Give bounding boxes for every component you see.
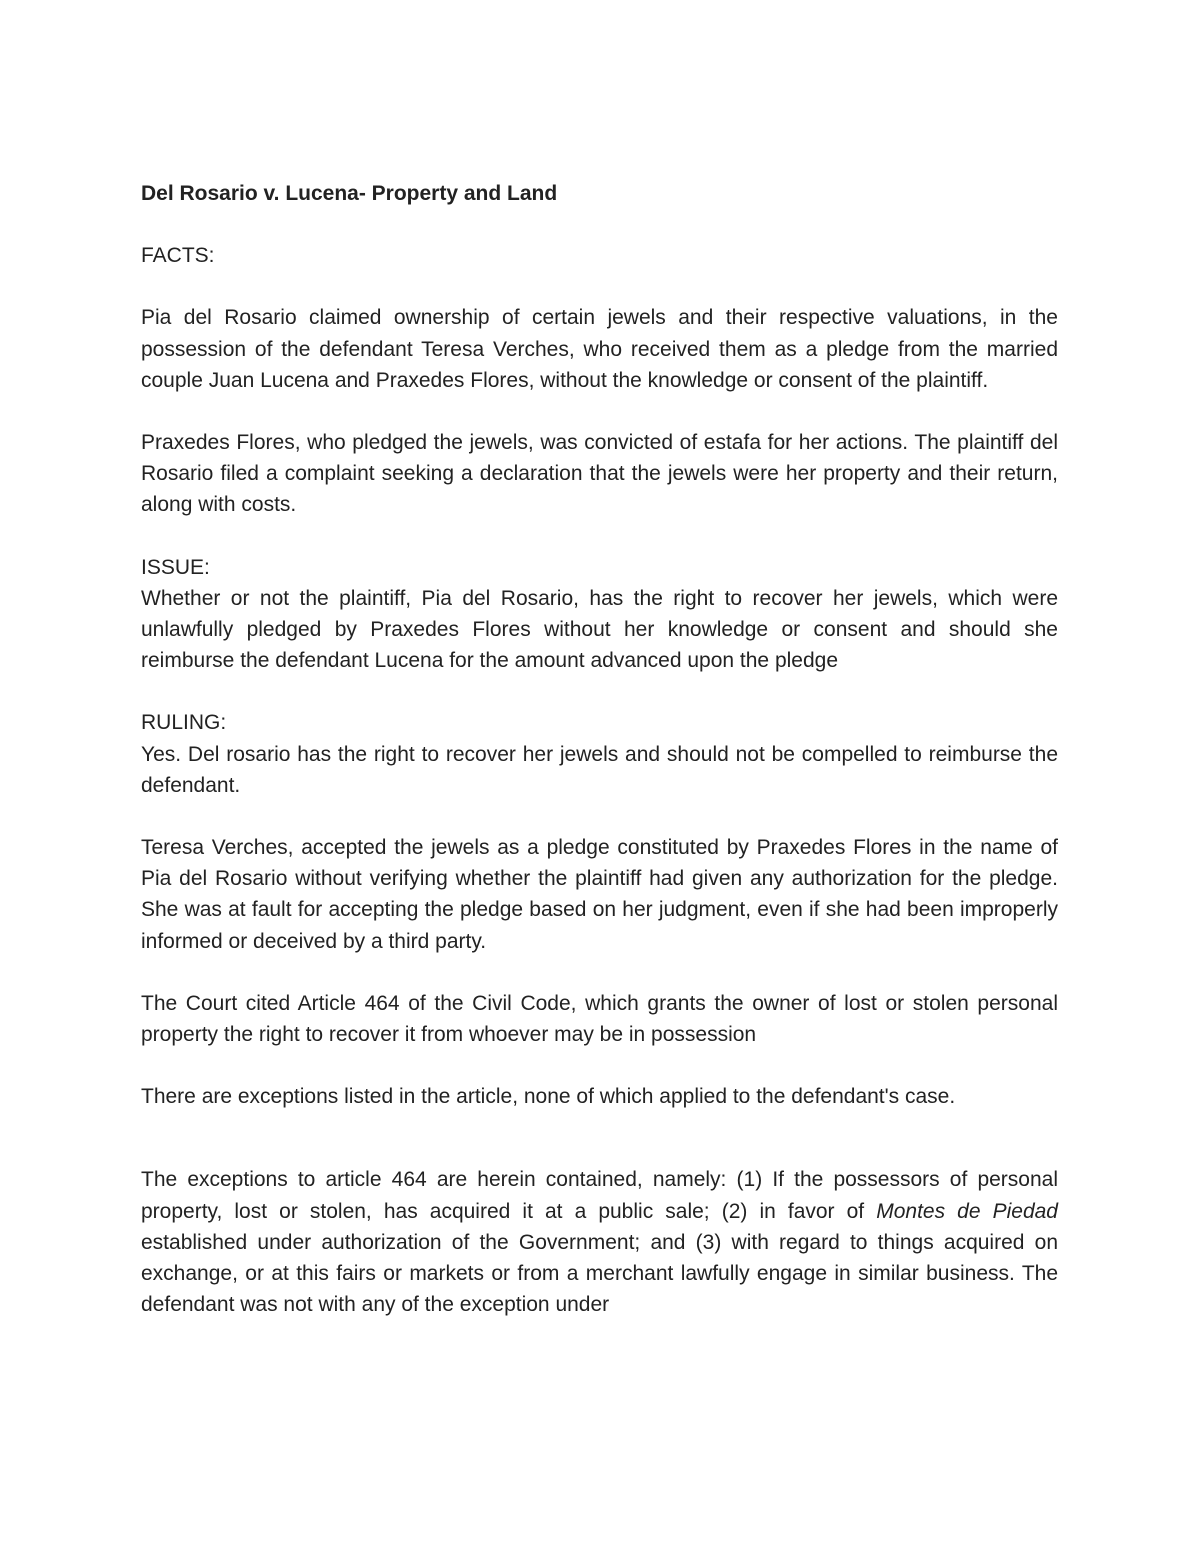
exceptions-text-part-2: established under authorization of the Government; and (3) with regard to things acquired on exchange, or at this fairs or markets or from a merchant lawfully engage in similar business. The defendant was not with any of the exception under <box>141 1230 1058 1317</box>
issue-heading: ISSUE: <box>141 555 210 579</box>
facts-paragraph-2: Praxedes Flores, who pledged the jewels, was convicted of estafa for her actions. The plaintiff del Rosario filed a complaint seeking a declaration that the jewels were her property and their return, along with costs. <box>141 431 1058 517</box>
document-title: Del Rosario v. Lucena- Property and Land <box>141 182 558 205</box>
exceptions-italic-term: Montes de Piedad <box>876 1199 1058 1223</box>
ruling-paragraph-1: Yes. Del rosario has the right to recover her jewels and should not be compelled to reimburse the defendant. <box>141 742 1058 797</box>
document-page <box>141 178 1058 1320</box>
ruling-paragraph-3: The Court cited Article 464 of the Civil Code, which grants the owner of lost or stolen personal property the right to recover it from whoever may be in possession <box>141 991 1058 1047</box>
facts-paragraph-1: Pia del Rosario claimed ownership of certain jewels and their respective valuations, in the possession of the defendant Teresa Verches, who received them as a pledge from the married couple Juan Lucena and Praxedes Flores, without the knowledge or consent of the plaintiff. <box>141 306 1058 392</box>
ruling-paragraph-4: There are exceptions listed in the article, none of which applied to the defendant's case. <box>141 1085 956 1109</box>
ruling-heading: RULING: <box>141 711 227 735</box>
exceptions-paragraph <box>141 1164 1058 1320</box>
exceptions-text-part-1: The exceptions to article 464 are herein contained, namely: (1) If the possessors of personal property, lost or stolen, has acquired it at a public sale; (2) in favor of <box>141 1168 1058 1223</box>
facts-heading: FACTS: <box>141 244 215 268</box>
ruling-paragraph-2: Teresa Verches, accepted the jewels as a pledge constituted by Praxedes Flores in the name of Pia del Rosario without verifying whether the plaintiff had given any authorization for the pledge. She was at fault for accepting the pledge based on her judgment, even if she had been improperly informed or deceived by a third party. <box>141 836 1058 953</box>
issue-paragraph: Whether or not the plaintiff, Pia del Rosario, has the right to recover her jewels, which were unlawfully pledged by Praxedes Flores without her knowledge or consent and should she reimburse the defendant Lucena for the amount advanced upon the pledge <box>141 586 1058 673</box>
